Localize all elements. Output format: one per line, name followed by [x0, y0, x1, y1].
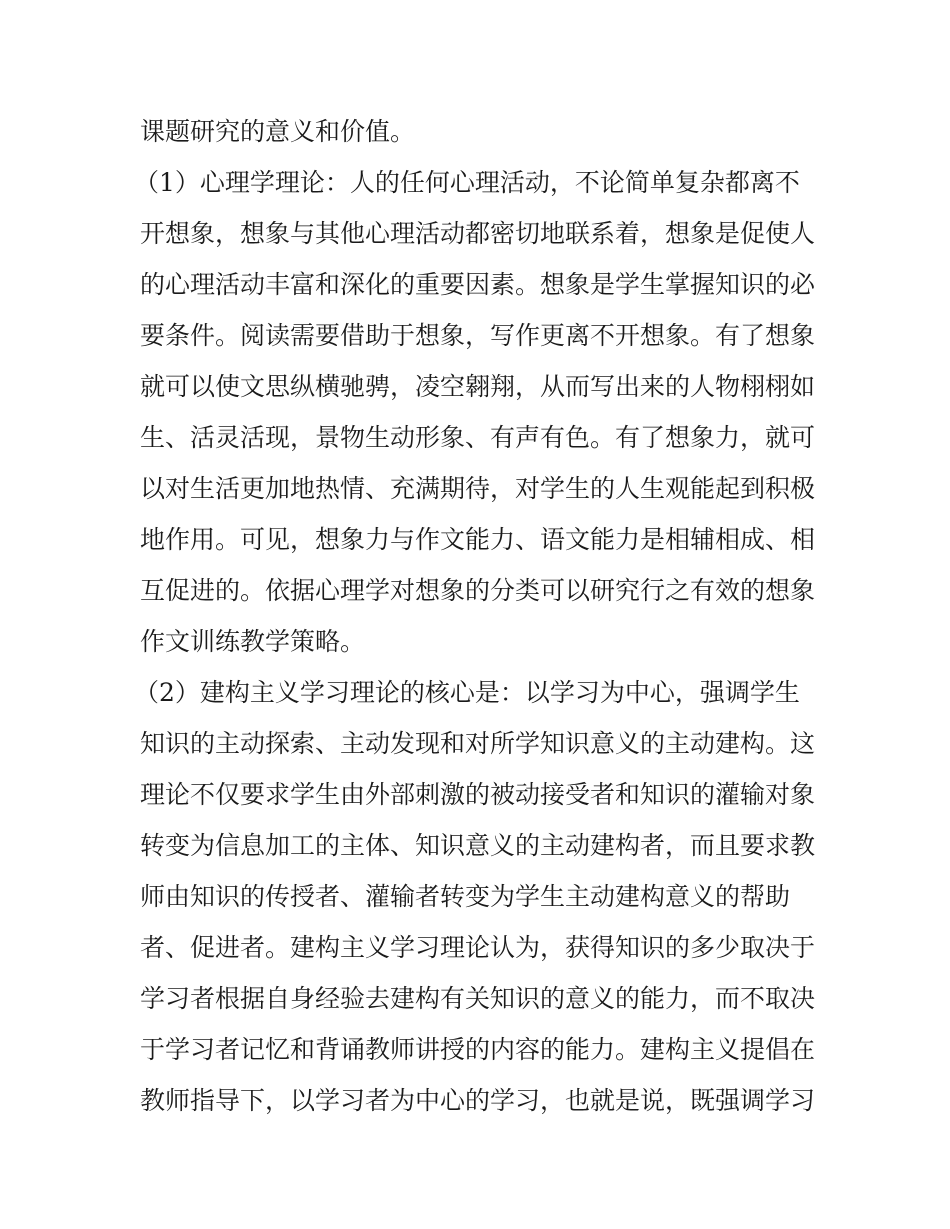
text-line: 于学习者记忆和背诵教师讲授的内容的能力。建构主义提倡在: [140, 1035, 816, 1064]
body-text: [134, 106, 820, 1126]
text-line: 以对生活更加地热情、充满期待，对学生的人生观能起到积极: [140, 474, 816, 503]
text-line: 者、促进者。建构主义学习理论认为，获得知识的多少取决于: [140, 933, 816, 962]
text-line: （1）心理学理论：人的任何心理活动，不论简单复杂都离不: [134, 168, 800, 197]
text-line: 的心理活动丰富和深化的重要因素。想象是学生掌握知识的必: [140, 270, 816, 299]
text-line: 地作用。可见，想象力与作文能力、语文能力是相辅相成、相: [140, 525, 816, 554]
text-line: 学习者根据自身经验去建构有关知识的意义的能力，而不取决: [140, 984, 816, 1013]
text-line: 知识的主动探索、主动发现和对所学知识意义的主动建构。这: [140, 729, 816, 758]
text-line: 开想象，想象与其他心理活动都密切地联系着，想象是促使人: [140, 219, 816, 248]
text-line: 互促进的。依据心理学对想象的分类可以研究行之有效的想象: [140, 576, 816, 605]
text-line: 课题研究的意义和价值。: [140, 117, 416, 146]
text-line: 生、活灵活现，景物生动形象、有声有色。有了想象力，就可: [140, 423, 816, 452]
text-line: 理论不仅要求学生由外部刺激的被动接受者和知识的灌输对象: [140, 780, 816, 809]
text-line: 教师指导下，以学习者为中心的学习，也就是说，既强调学习: [140, 1086, 816, 1115]
text-line: （2）建构主义学习理论的核心是：以学习为中心，强调学生: [134, 678, 800, 707]
text-line: 转变为信息加工的主体、知识意义的主动建构者，而且要求教: [140, 831, 816, 860]
text-line: 作文训练教学策略。: [140, 627, 366, 656]
text-line: 师由知识的传授者、灌输者转变为学生主动建构意义的帮助: [140, 882, 791, 911]
text-line: 就可以使文思纵横驰骋，凌空翱翔，从而写出来的人物栩栩如: [140, 372, 816, 401]
text-line: 要条件。阅读需要借助于想象，写作更离不开想象。有了想象: [140, 321, 816, 350]
